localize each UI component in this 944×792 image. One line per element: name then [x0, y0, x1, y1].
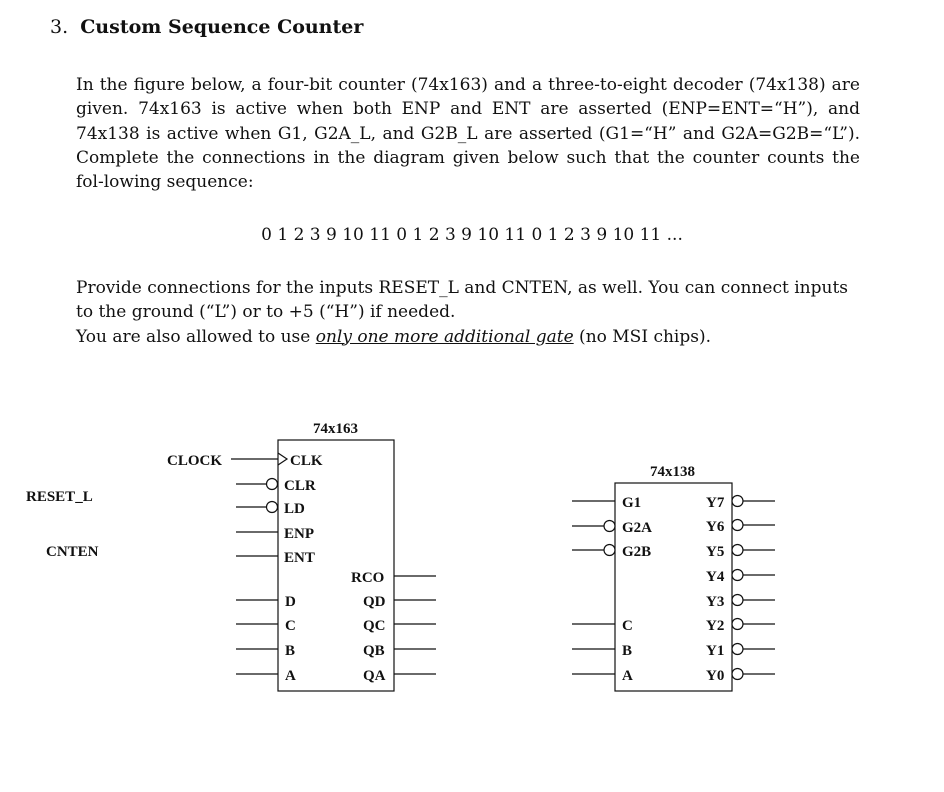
- decoder-name: 74x138: [650, 464, 695, 480]
- decoder-pin-y5: Y5: [706, 544, 725, 560]
- decoder-pin-c: C: [622, 618, 633, 634]
- decoder-pin-y6: Y6: [706, 519, 725, 535]
- clr-inversion-bubble: [267, 479, 278, 490]
- counter-pin-clr: CLR: [284, 478, 316, 494]
- decoder-body: [615, 483, 732, 691]
- counter-pin-enp: ENP: [284, 526, 314, 542]
- problem-number: 3.: [50, 16, 69, 38]
- y5-inversion-bubble: [732, 545, 743, 556]
- desc-line: given. 74x163 is active when both ENP and ENT are asserted (ENP=ENT=“H”), and: [76, 99, 860, 120]
- clock-label: CLOCK: [167, 453, 223, 469]
- decoder-pin-y2: Y2: [706, 618, 725, 634]
- counter-pin-qd: QD: [363, 594, 386, 610]
- counter-pin-c: C: [285, 618, 296, 634]
- problem-description: [76, 73, 860, 194]
- decoder-pin-y1: Y1: [706, 643, 725, 659]
- decoder-chip: [572, 464, 775, 691]
- problem-heading: [50, 16, 363, 38]
- ld-inversion-bubble: [267, 502, 278, 513]
- decoder-pin-y4: Y4: [706, 569, 725, 585]
- cnten-label: CNTEN: [46, 544, 99, 560]
- decoder-pin-y7: Y7: [706, 495, 725, 511]
- y7-inversion-bubble: [732, 496, 743, 507]
- instr-text: (no MSI chips).: [573, 326, 712, 347]
- counter-name: 74x163: [313, 421, 358, 437]
- decoder-pin-g2a: G2A: [622, 520, 652, 536]
- instr-line: Provide connections for the inputs RESET_L and CNTEN, as well. You can connect inputs: [76, 278, 849, 298]
- counter-pin-ent: ENT: [284, 550, 315, 566]
- g2a-inversion-bubble: [604, 521, 615, 532]
- decoder-pin-g1: G1: [622, 495, 642, 511]
- counter-pin-d: D: [285, 594, 296, 610]
- g2b-inversion-bubble: [604, 545, 615, 556]
- instr-line: to the ground (“L”) or to +5 (“H”) if needed.: [76, 302, 456, 323]
- problem-title: Custom Sequence Counter: [80, 16, 364, 38]
- circuit-diagram: [0, 400, 944, 700]
- counter-pin-rco: RCO: [351, 570, 385, 586]
- y1-inversion-bubble: [732, 644, 743, 655]
- emphasized-constraint: only one more additional gate: [315, 326, 574, 347]
- decoder-pin-y3: Y3: [706, 594, 725, 610]
- decoder-pin-g2b: G2B: [622, 544, 652, 560]
- counter-chip: [231, 421, 436, 691]
- instr-line-3: [76, 325, 860, 349]
- desc-line: In the figure below, a four-bit counter (74x163) and a three-to-eight decoder (74x138) are: [76, 75, 860, 95]
- counter-pin-b: B: [285, 643, 296, 659]
- desc-line: 74x138 is active when G1, G2A_L, and G2B_L are asserted (G1=“H” and G2A=G2B=“L”).: [76, 123, 860, 144]
- y6-inversion-bubble: [732, 520, 743, 531]
- y3-inversion-bubble: [732, 595, 743, 606]
- instr-text: You are also allowed to use: [76, 326, 316, 347]
- counter-pin-qa: QA: [363, 668, 386, 684]
- y2-inversion-bubble: [732, 619, 743, 630]
- y0-inversion-bubble: [732, 669, 743, 680]
- count-sequence: 0 1 2 3 9 10 11 0 1 2 3 9 10 11 0 1 2 3 9 10 11 ...: [261, 225, 683, 245]
- decoder-pin-b: B: [622, 643, 633, 659]
- reset-label: RESET_L: [26, 489, 93, 505]
- desc-line: lowing sequence:: [103, 172, 254, 193]
- counter-pin-qc: QC: [363, 618, 386, 634]
- counter-pin-ld: LD: [284, 501, 305, 517]
- desc-line: Complete the connections in the diagram given below such that the counter counts the fol-: [76, 147, 860, 193]
- y4-inversion-bubble: [732, 570, 743, 581]
- decoder-pin-a: A: [622, 668, 633, 684]
- counter-pin-qb: QB: [363, 643, 385, 659]
- counter-pin-clk: CLK: [290, 453, 323, 469]
- counter-pin-a: A: [285, 668, 296, 684]
- decoder-pin-y0: Y0: [706, 668, 725, 684]
- problem-instructions: [76, 276, 860, 349]
